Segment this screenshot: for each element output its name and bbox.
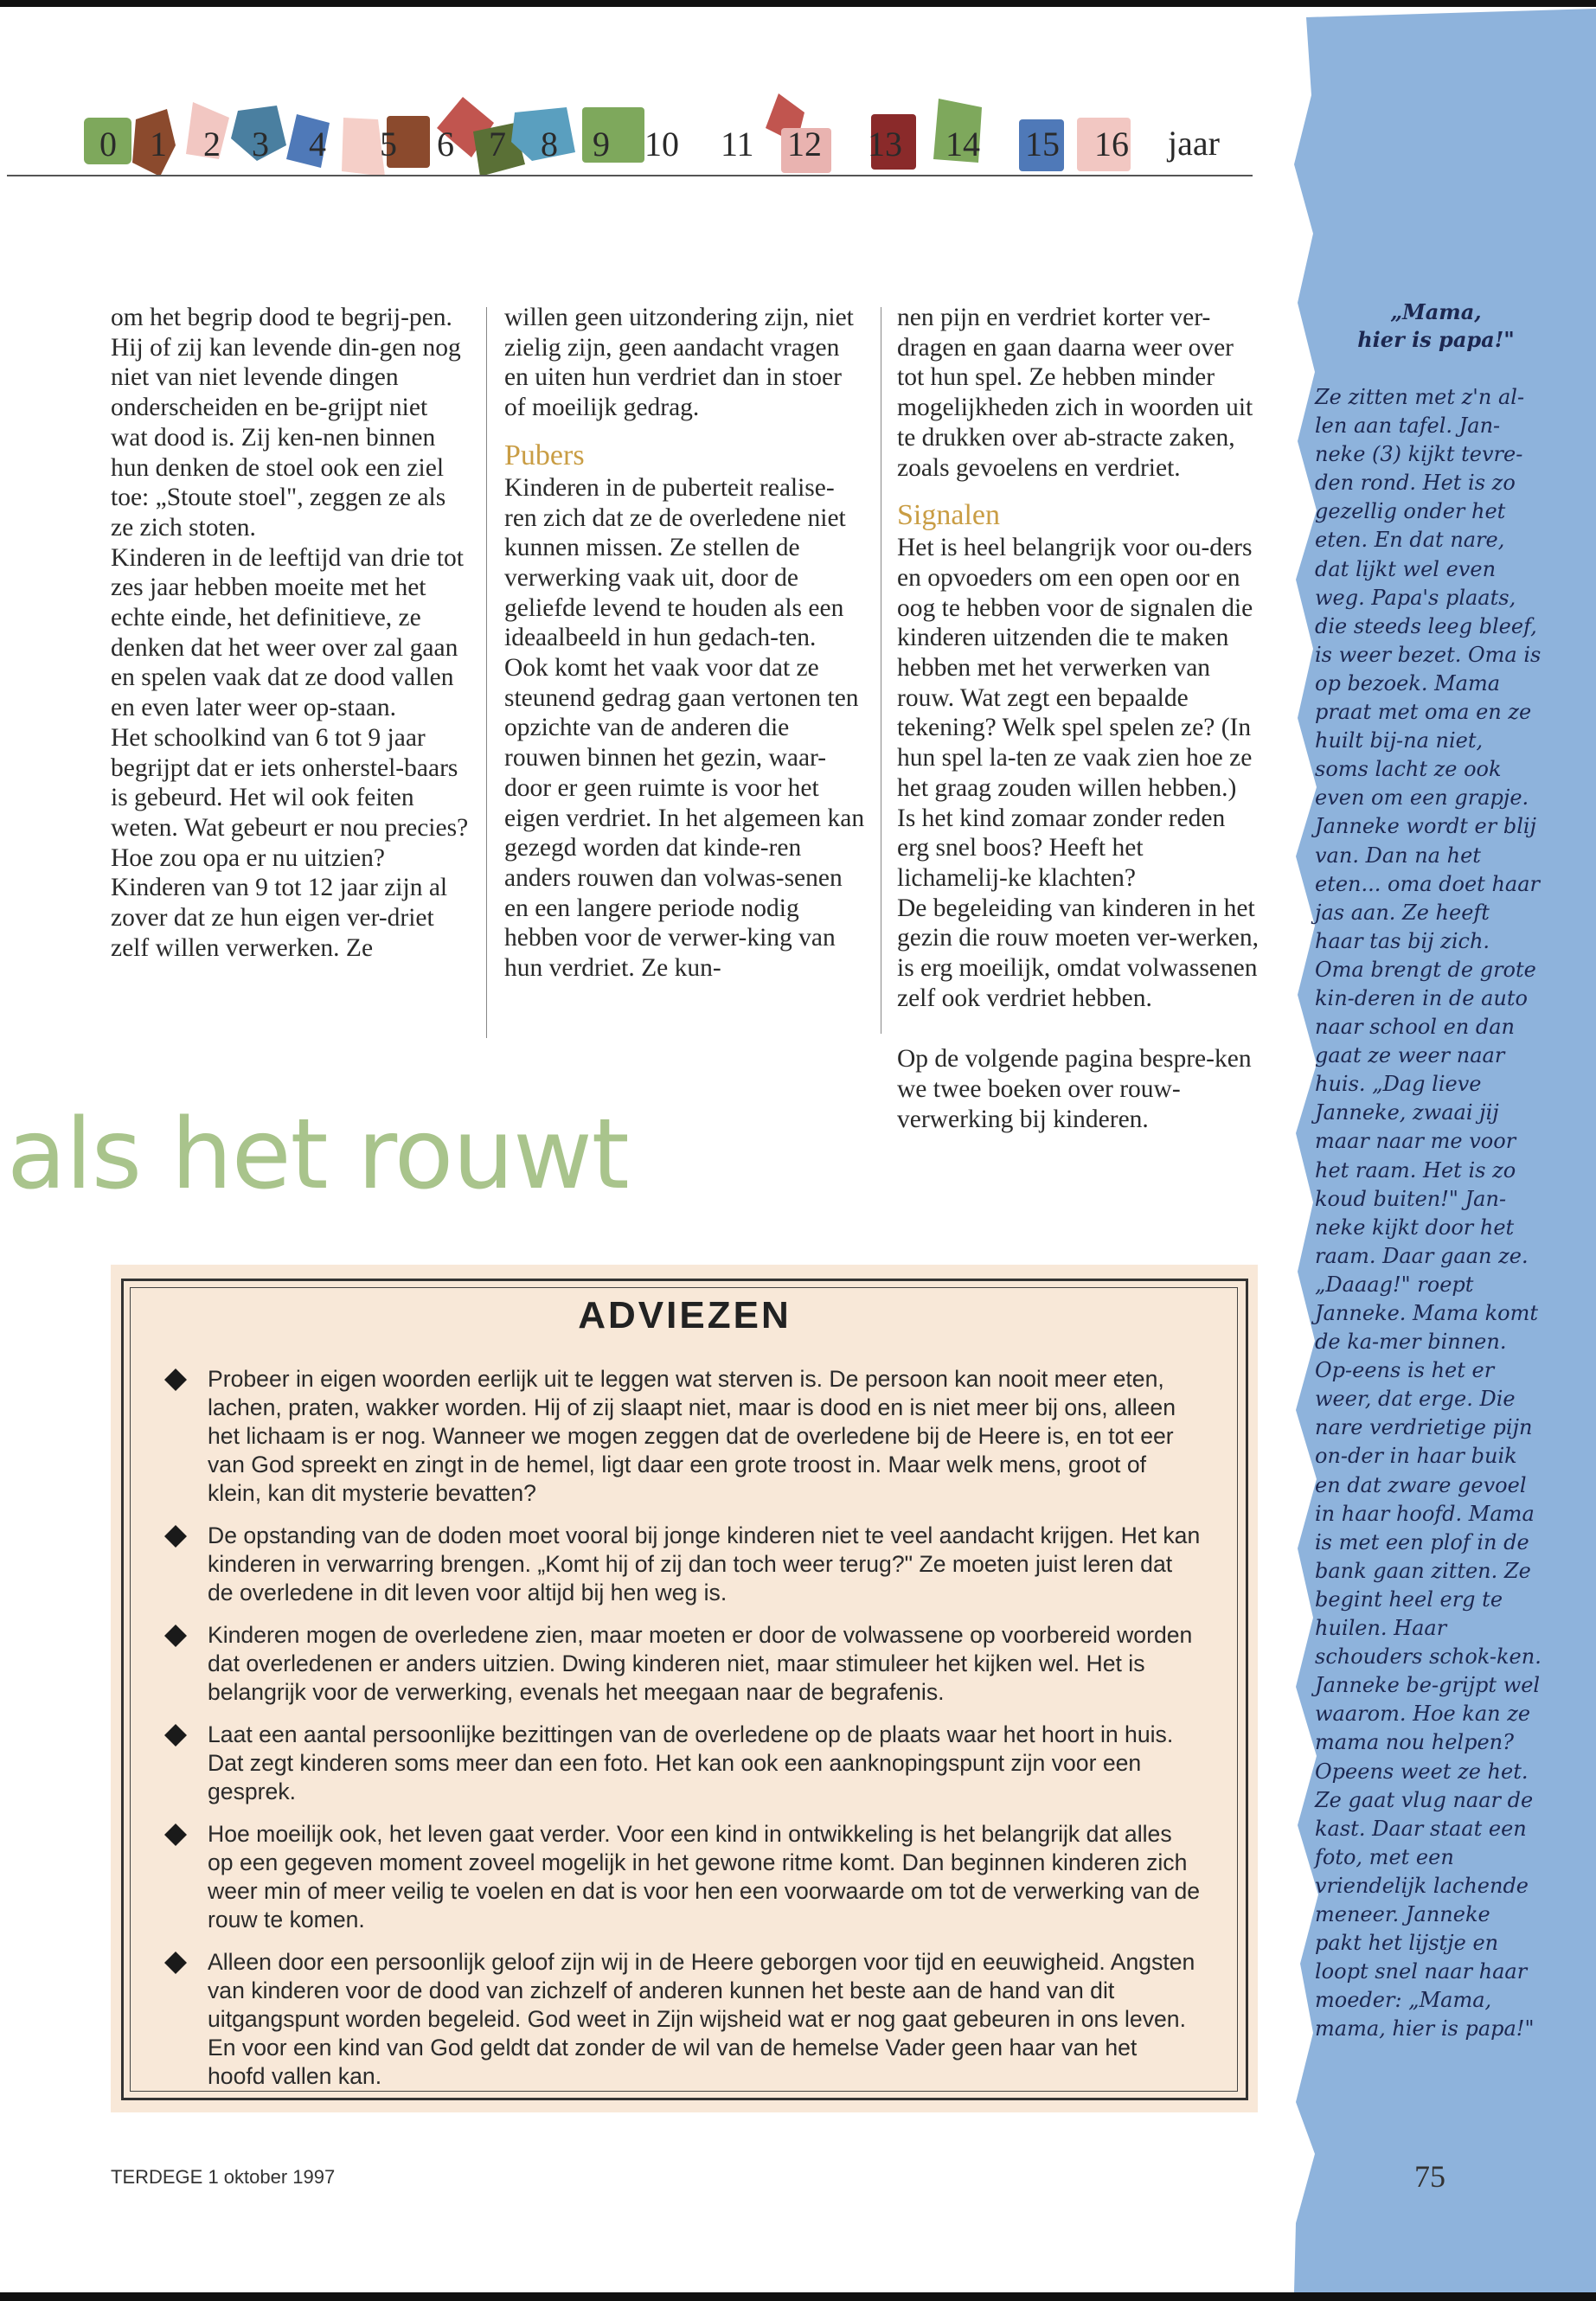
subhead-pubers: Pubers <box>504 439 585 471</box>
age-number-9: 9 <box>593 125 610 163</box>
diamond-bullet-icon <box>164 1625 187 1647</box>
diamond-bullet-icon <box>164 1952 187 1974</box>
advice-item-text: Kinderen mogen de overledene zien, maar moeten er door de volwassene op voorbereid worden dat overledenen er anders uitzien. Dwing kinderen niet, maar stimuleer het kijken wel. Het is belangrijk voor de verwerking, evenals het meegaan naar de begrafenis. <box>208 1622 1193 1705</box>
paragraph: De begeleiding van kinderen in het gezin die rouw moeten ver-werken, is erg moeilijk, omdat volwassenen zelf ook verdriet hebben. <box>897 894 1259 1012</box>
age-number-2: 2 <box>203 125 221 163</box>
age-number-11: 11 <box>721 125 754 163</box>
article-column-1 <box>111 303 470 963</box>
age-number-16: 16 <box>1094 125 1129 163</box>
age-number-0: 0 <box>99 125 117 163</box>
age-number-8: 8 <box>541 125 558 163</box>
age-shape-10 <box>582 107 644 163</box>
advice-item <box>163 1522 1201 1607</box>
paragraph: Het schoolkind van 6 tot 9 jaar begrijpt dat er iets onherstel-baars is gebeurd. Het wil ook feiten weten. Wat gebeurt er nou precies? Hoe zou opa er nu uitzien? <box>111 723 469 872</box>
article-title: als het rouwt <box>7 1099 629 1211</box>
age-strip <box>82 93 1293 180</box>
page-frame-top <box>0 0 1596 7</box>
age-number-1: 1 <box>150 125 167 163</box>
paragraph: Ook komt het vaak voor dat ze steunend gedrag gaan vertonen ten opzichte van de anderen die rouwen binnen het gezin, waar-door er geen ruimte is voor het eigen verdriet. In het algemeen kan gezegd worden dat kinde-ren anders rouwen dan volwas-senen en een langere periode nodig hebben voor de verwer-king van hun verdriet. Ze kun- <box>504 654 865 983</box>
age-strip-label: jaar <box>1168 124 1220 163</box>
diamond-bullet-icon <box>164 1525 187 1548</box>
age-number-4: 4 <box>309 125 326 163</box>
age-number-5: 5 <box>380 125 397 163</box>
paragraph: Kinderen in de leeftijd van drie tot zes jaar hebben moeite met het echte einde, het definitieve, ze denken dat het weer over zal gaan en spelen vaak dat ze dood vallen en even later weer op-staan. <box>111 543 464 722</box>
advice-item <box>163 1948 1201 2091</box>
column-divider <box>486 307 487 1038</box>
diamond-bullet-icon <box>164 1724 187 1747</box>
footer-source: TERDEGE 1 oktober 1997 <box>111 2166 336 2188</box>
diamond-bullet-icon <box>164 1823 187 1846</box>
age-number-7: 7 <box>489 125 506 163</box>
advice-item <box>163 1820 1201 1934</box>
diamond-bullet-icon <box>164 1368 187 1391</box>
article-column-2 <box>504 303 866 984</box>
sidebar-story-text: Ze zitten met z'n al-len aan tafel. Jan-neke (3) kijkt tevre-den rond. Het is zo gezellig onder het eten. En dat nare, dat lijkt wel even weg. Papa's plaats, die steeds leeg bleef, is weer bezet. Oma is op bezoek. Mama praat met oma en ze huilt bij-na niet, soms lacht ze ook even om een grapje. Janneke wordt er blij van. Dan na het eten... oma doet haar jas aan. Ze heeft haar tas bij zich. Oma brengt de grote kin-deren in de auto naar school en dan gaat ze weer naar huis. „Dag lieve Janneke, zwaai jij maar naar me voor het raam. Het is zo koud buiten!" Jan-neke kijkt door het raam. Daar gaan ze. „Daaag!" roept Janneke. Mama komt de ka-mer binnen. Op-eens is het er weer, dat erge. Die nare verdrietige pijn on-der in haar buik en dat zware gevoel in haar hoofd. Mama is met een plof in de bank gaan zitten. Ze begint heel erg te huilen. Haar schouders schok-ken. Janneke be-grijpt wel waarom. Hoe kan ze mama nou helpen? Opeens weet ze het. Ze gaat vlug naar de kast. Daar staat een foto, met een vriendelijk lachende meneer. Janneke pakt het lijstje en loopt snel naar haar moeder: „Mama, mama, hier is papa!" <box>1315 385 1542 2041</box>
age-shape-5 <box>342 118 385 176</box>
subhead-signalen: Signalen <box>897 499 1000 532</box>
sidebar-title <box>1298 298 1574 354</box>
advice-item-text: Alleen door een persoonlijk geloof zijn wij in de Heere geborgen voor tijd en eeuwigheid. Angsten van kinderen voor de dood van zichzelf of anderen kunnen het beste aan de hand van dit uitgangspunt worden begeleid. God weet in Zijn wijsheid wat er nog gaat gebeuren in ons leven. En voor een kind van God geldt dat zonder de wil van de hemelse Vader geen haar van het hoofd vallen kan. <box>208 1949 1195 2089</box>
sidebar-title-line1: „Mama, <box>1390 299 1482 324</box>
article-column-3 <box>897 303 1259 1135</box>
age-number-10: 10 <box>644 125 679 163</box>
paragraph: om het begrip dood te begrij-pen. Hij of zij kan levende din-gen nog niet van niet levende dingen onderscheiden en be-grijpt niet wat dood is. Zij ken-nen binnen hun denken de stoel ook een ziel toe: „Stoute stoel", zeggen ze als ze zich stoten. <box>111 304 461 542</box>
paragraph: Het is heel belangrijk voor ou-ders en opvoeders om een open oor en oog te hebben voor de signalen die kinderen uitzenden die te maken hebben met het verwerken van rouw. Wat zegt een bepaalde tekening? Welk spel spelen ze? (In hun spel la-ten ze vaak zien hoe ze het graag zouden willen hebben.) Is het kind zomaar zonder reden erg snel boos? Heeft het lichamelij-ke klachten? <box>897 534 1253 892</box>
advice-item <box>163 1365 1201 1508</box>
advice-list <box>163 1365 1201 2105</box>
age-number-14: 14 <box>945 125 980 163</box>
header-rule <box>7 175 1253 176</box>
paragraph: willen geen uitzondering zijn, niet zielig zijn, geen aandacht vragen en uiten hun verdriet dan in stoer of moeilijk gedrag. <box>504 304 854 422</box>
page-frame-bottom <box>0 2292 1596 2301</box>
advice-item-text: Laat een aantal persoonlijke bezittingen van de overledene op de plaats waar het hoort in huis. Dat zegt kinderen soms meer dan een foto. Het kan ook een aanknopingspunt zijn voor een gesprek. <box>208 1721 1174 1804</box>
paragraph: Op de volgende pagina bespre-ken we twee boeken over rouw-verwerking bij kinderen. <box>897 1045 1252 1133</box>
paragraph: Kinderen van 9 tot 12 jaar zijn al zover dat ze hun eigen ver-driet zelf willen verwerken. Ze <box>111 874 448 962</box>
age-number-15: 15 <box>1025 125 1060 163</box>
paragraph: Kinderen in de puberteit realise-ren zich dat ze de overledene niet kunnen missen. Ze stellen de verwerking vaak uit, door de geliefde levend te houden als een ideaalbeeld in hun gedach-ten. <box>504 473 846 652</box>
advice-item <box>163 1621 1201 1707</box>
age-number-12: 12 <box>787 125 822 163</box>
paragraph: nen pijn en verdriet korter ver-dragen en gaan daarna weer over tot hun spel. Ze hebben minder mogelijkheden zich in woorden uit te drukken over ab-stracte zaken, zoals gevoelens en verdriet. <box>897 304 1253 482</box>
page-number: 75 <box>1414 2159 1445 2194</box>
advice-item-text: Probeer in eigen woorden eerlijk uit te leggen wat sterven is. De persoon kan nooit meer eten, lachen, praten, wakker worden. Hij of zij slaapt niet, maar is dood en is niet meer bij ons, alleen het lichaam is er nog. Wanneer we mogen zeggen dat de overledene bij de Heere is, en tot eer van God spreekt en zingt in de hemel, ligt daar een grote troost in. Maar welk mens, groot of klein, kan dit mysterie bevatten? <box>208 1366 1176 1506</box>
age-number-3: 3 <box>252 125 269 163</box>
advice-item <box>163 1721 1201 1806</box>
advice-item-text: De opstanding van de doden moet vooral bij jonge kinderen niet te veel aandacht krijgen. Het kan kinderen in verwarring brengen. „Komt hij of zij dan toch weer terug?" Ze moeten juist leren dat de overledene in dit leven voor altijd bij hen weg is. <box>208 1522 1201 1606</box>
sidebar-title-line2: hier is papa!" <box>1357 327 1515 352</box>
advice-title: ADVIEZEN <box>578 1294 792 1336</box>
age-number-13: 13 <box>868 125 902 163</box>
advice-item-text: Hoe moeilijk ook, het leven gaat verder. Voor een kind in ontwikkeling is het belangrijk dat alles op een gegeven moment zoveel mogelijk in het gewone ritme komt. Dan beginnen kinderen zich weer min of meer veilig te voelen en dat is voor hen een voorwaarde om tot de verwerking van de rouw te komen. <box>208 1821 1201 1932</box>
age-number-6: 6 <box>437 125 454 163</box>
